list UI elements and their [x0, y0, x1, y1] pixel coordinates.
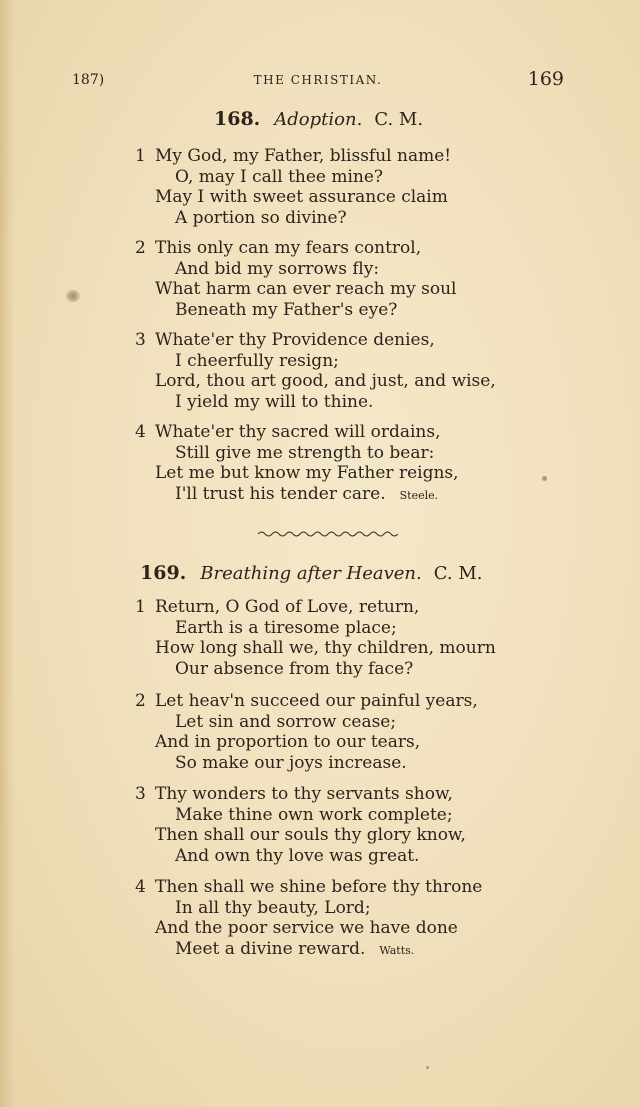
verse-line: O, may I call thee mine?: [175, 166, 384, 187]
verse-line: Beneath my Father's eye?: [175, 299, 398, 320]
stanza-number: 1: [135, 146, 146, 166]
paper-stain: [66, 290, 80, 302]
verse-line: 4 Whate'er thy sacred will ordains,: [135, 422, 441, 442]
hymn-168-stanza-2: [135, 238, 555, 320]
stanza-number: 3: [135, 784, 146, 804]
hymn-169-stanza-2: [135, 691, 555, 773]
verse-line: In all thy beauty, Lord;: [175, 897, 371, 918]
stanza-number: 4: [135, 877, 146, 897]
verse-line: And bid my sorrows fly:: [175, 258, 380, 279]
stanza-number: 2: [135, 691, 146, 711]
verse-line: Let sin and sorrow cease;: [175, 711, 397, 732]
verse-line: And the poor service we have done: [155, 918, 458, 938]
stanza-number: 3: [135, 330, 146, 350]
verse-line: Meet a divine reward. Watts.: [175, 938, 415, 959]
hymn-168-stanza-3: [135, 330, 555, 412]
hymn-number: 168.: [214, 108, 261, 130]
hymn-name: Adoption.: [274, 109, 363, 130]
verse-line: Then shall our souls thy glory know,: [155, 825, 466, 845]
verse-line: Lord, thou art good, and just, and wise,: [155, 371, 496, 391]
verse-line: 2 This only can my fears control,: [135, 238, 422, 258]
wavy-divider: [258, 530, 398, 538]
verse-line: Our absence from thy face?: [175, 658, 414, 679]
hymn-author: Steele.: [399, 488, 439, 502]
paper-stain: [426, 1066, 429, 1069]
running-header: [72, 68, 564, 96]
verse-line: 2 Let heav'n succeed our painful years,: [135, 691, 478, 711]
hymn-number: 169.: [140, 562, 187, 584]
verse-line: 4 Then shall we shine before thy throne: [135, 877, 483, 897]
verse-line: A portion so divine?: [175, 207, 347, 228]
hymn-169-stanza-3: [135, 784, 555, 866]
hymn-168-title: [214, 108, 423, 130]
verse-line: 3 Thy wonders to thy servants show,: [135, 784, 453, 804]
verse-line: Make thine own work complete;: [175, 804, 453, 825]
verse-line: May I with sweet assurance claim: [155, 187, 448, 207]
verse-line: I yield my will to thine.: [175, 391, 374, 412]
hymn-169-stanza-4: [135, 877, 555, 959]
stanza-number: 2: [135, 238, 146, 258]
verse-line: And in proportion to our tears,: [155, 732, 421, 752]
verse-line: So make our joys increase.: [175, 752, 407, 773]
paper-stain: [542, 476, 547, 481]
hymn-meter: C. M.: [374, 109, 424, 130]
hymn-meter: C. M.: [433, 563, 483, 584]
verse-line: How long shall we, thy children, mourn: [155, 638, 496, 658]
verse-line: Let me but know my Father reigns,: [155, 463, 459, 483]
verse-line: 1 My God, my Father, blissful name!: [135, 146, 452, 166]
verse-line: And own thy love was great.: [175, 845, 420, 866]
hymn-name: Breathing after Heaven.: [200, 563, 422, 584]
hymn-169-title: [140, 562, 482, 584]
verse-line: I cheerfully resign;: [175, 350, 339, 371]
running-title: THE CHRISTIAN.: [253, 73, 383, 87]
verse-line: What harm can ever reach my soul: [155, 279, 457, 299]
page-number: 169: [527, 68, 564, 90]
header-left-mark: 187): [72, 72, 105, 88]
hymn-168-stanza-4: [135, 422, 555, 504]
verse-line: Earth is a tiresome place;: [175, 617, 397, 638]
verse-line: 1 Return, O God of Love, return,: [135, 597, 420, 617]
verse-line: 3 Whate'er thy Providence denies,: [135, 330, 435, 350]
hymn-author: Watts.: [379, 943, 415, 957]
hymn-168-stanza-1: [135, 146, 555, 228]
verse-line: Still give me strength to bear:: [175, 442, 435, 463]
hymn-169-stanza-1: [135, 597, 555, 679]
stanza-number: 4: [135, 422, 146, 442]
stanza-number: 1: [135, 597, 146, 617]
verse-line: I'll trust his tender care. Steele.: [175, 483, 439, 504]
